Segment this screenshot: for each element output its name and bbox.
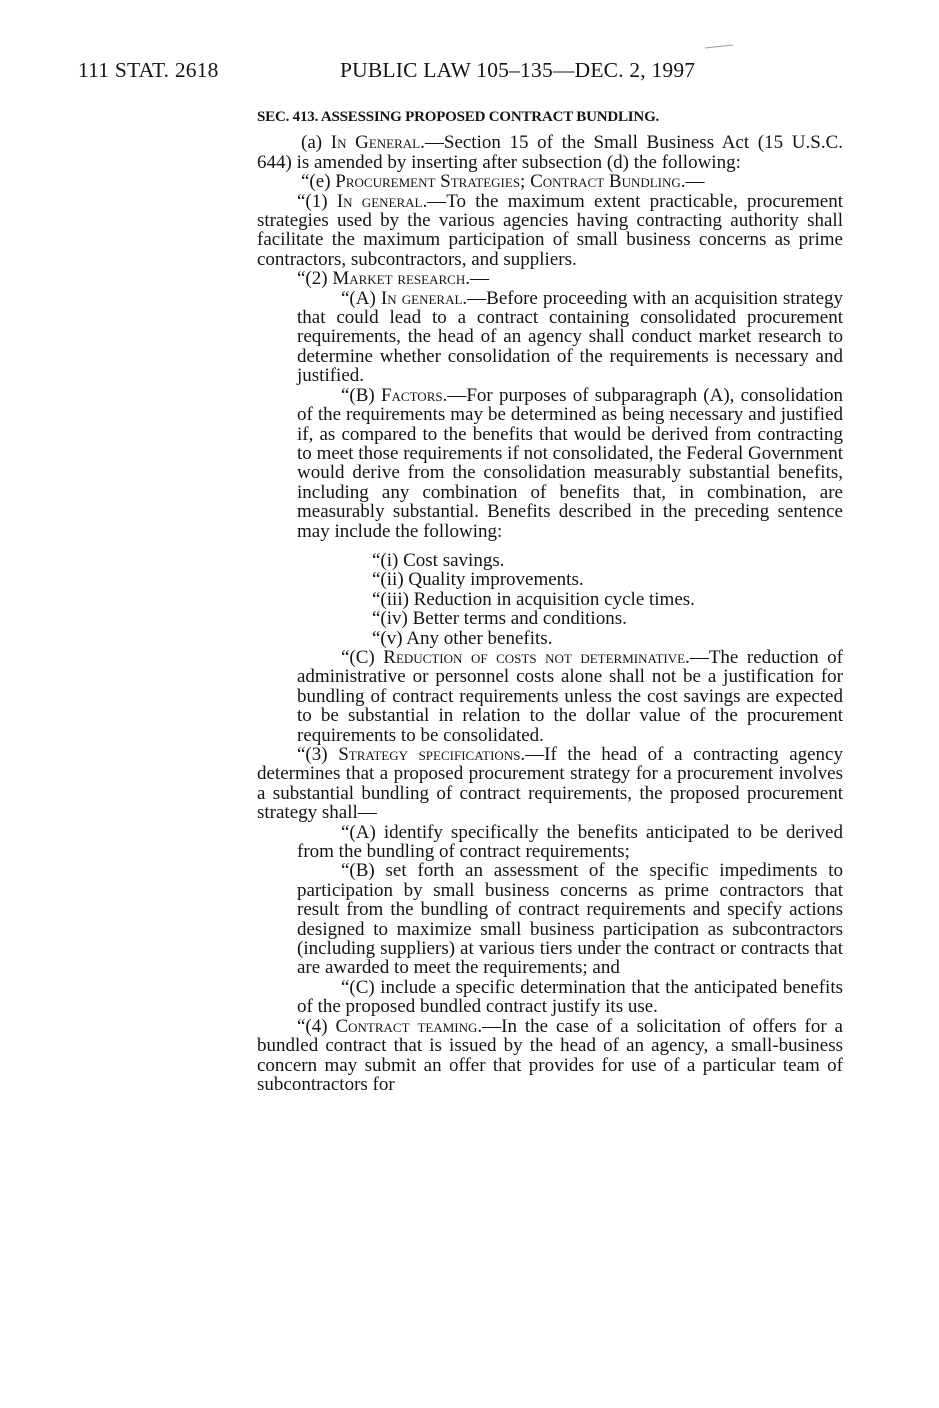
section-heading: SEC. 413. ASSESSING PROPOSED CONTRACT BUNDLING. xyxy=(257,109,660,125)
subsection-a-caption: In General xyxy=(330,132,421,154)
paragraph-3-caption: Strategy specifications xyxy=(338,744,521,765)
benefit-item: “(v) Any other benefits. xyxy=(372,627,553,649)
paragraph-3-subparagraphs xyxy=(257,823,843,1017)
paragraph-4: “(4) Contract teaming.—In the case of a solicitation of offers for a bundled contract that is issued by the head of an agency, a small-business concern may submit an offer that provides for use of a particular team of subcontractors for xyxy=(257,1015,843,1095)
scan-artifact-line xyxy=(705,45,733,49)
document-body xyxy=(257,100,843,1094)
subparagraph-2A-caption: In general xyxy=(380,287,463,309)
subparagraph-2A: “(A) In general.—Before proceeding with an acquisition strategy that could lead to a contract containing consolidated procurement requirements, the head of an agency shall conduct market research to determine whether consolidation of the requirements is necessary and justified. xyxy=(297,287,844,387)
benefits-list xyxy=(257,551,843,648)
paragraph-2-caption: Market research xyxy=(332,268,466,290)
paragraph-3: “(3) Strategy specifications.—If the head of a contracting agency determines that a proposed procurement strategy for a procurement involves a substantial bundling of contract requirements, the proposed procurement strategy shall— xyxy=(257,744,843,824)
paragraph-2-heading: “(2) Market research.— xyxy=(297,268,489,290)
benefit-item: “(iv) Better terms and conditions. xyxy=(372,608,627,630)
statute-page-number: 111 STAT. 2618 xyxy=(78,58,219,82)
benefit-item: “(ii) Quality improvements. xyxy=(372,569,584,591)
subsection-a: (a) In General.—Section 15 of the Small Business Act (15 U.S.C. 644) is amended by inserting after subsection (d) the following: xyxy=(257,132,843,173)
subparagraph-2C: “(C) Reduction of costs not determinative.—The reduction of administrative or personnel costs alone shall not be a justification for bundling of contract requirements unless the cost savings are expected to be substantial in relation to the dollar value of the procurement requirements to be consolidated. xyxy=(297,646,844,746)
benefit-item: “(i) Cost savings. xyxy=(372,549,505,571)
subparagraph-3A: “(A) identify specifically the benefits anticipated to be derived from the bundling of contract requirements; xyxy=(297,821,843,863)
paragraph-1-caption: In general xyxy=(336,190,423,212)
paragraph-2-subparagraphs xyxy=(257,289,843,541)
benefit-item: “(iii) Reduction in acquisition cycle times. xyxy=(372,588,695,610)
paragraph-4-caption: Contract teaming xyxy=(335,1015,478,1037)
subparagraph-2B: “(B) Factors.—For purposes of subparagraph (A), consolidation of the requirements may be determined as being necessary and justified if, as compared to the benefits that would be derived from contracting to meet those requirements if not consolidated, the Federal Government would derive from the consolidation measurably substantial benefits, including any combination of benefits that, in combination, are measurably substantial. Benefits described in the preceding sentence may include the following: xyxy=(297,384,843,542)
subsection-e-caption: Procurement Strategies; Contract Bundling xyxy=(335,171,681,193)
public-law-citation: PUBLIC LAW 105–135—DEC. 2, 1997 xyxy=(340,58,696,82)
paragraph-1: “(1) In general.—To the maximum extent practicable, procurement strategies used by the various agencies having contracting authority shall facilitate the maximum participation of small business concerns as prime contractors, subcontractors, and suppliers. xyxy=(257,190,844,270)
subparagraph-2C-caption: Reduction of costs not determinative xyxy=(383,646,686,668)
paragraph-2C-wrap xyxy=(257,648,843,745)
subparagraph-2B-caption: Factors xyxy=(380,384,443,406)
subsection-e-heading: “(e) Procurement Strategies; Contract Bundling.— xyxy=(301,171,705,193)
subparagraph-3B: “(B) set forth an assessment of the specific impediments to participation by small business concerns as prime contractors that result from the bundling of contract requirements and specify actions designed to maximize small business participation as subcontractors (including suppliers) at various tiers under the contract or contracts that are awarded to meet the requirements; and xyxy=(297,860,843,979)
subparagraph-3C: “(C) include a specific determination that the anticipated benefits of the proposed bundled contract justify its use. xyxy=(297,976,843,1018)
page-header xyxy=(0,58,939,88)
